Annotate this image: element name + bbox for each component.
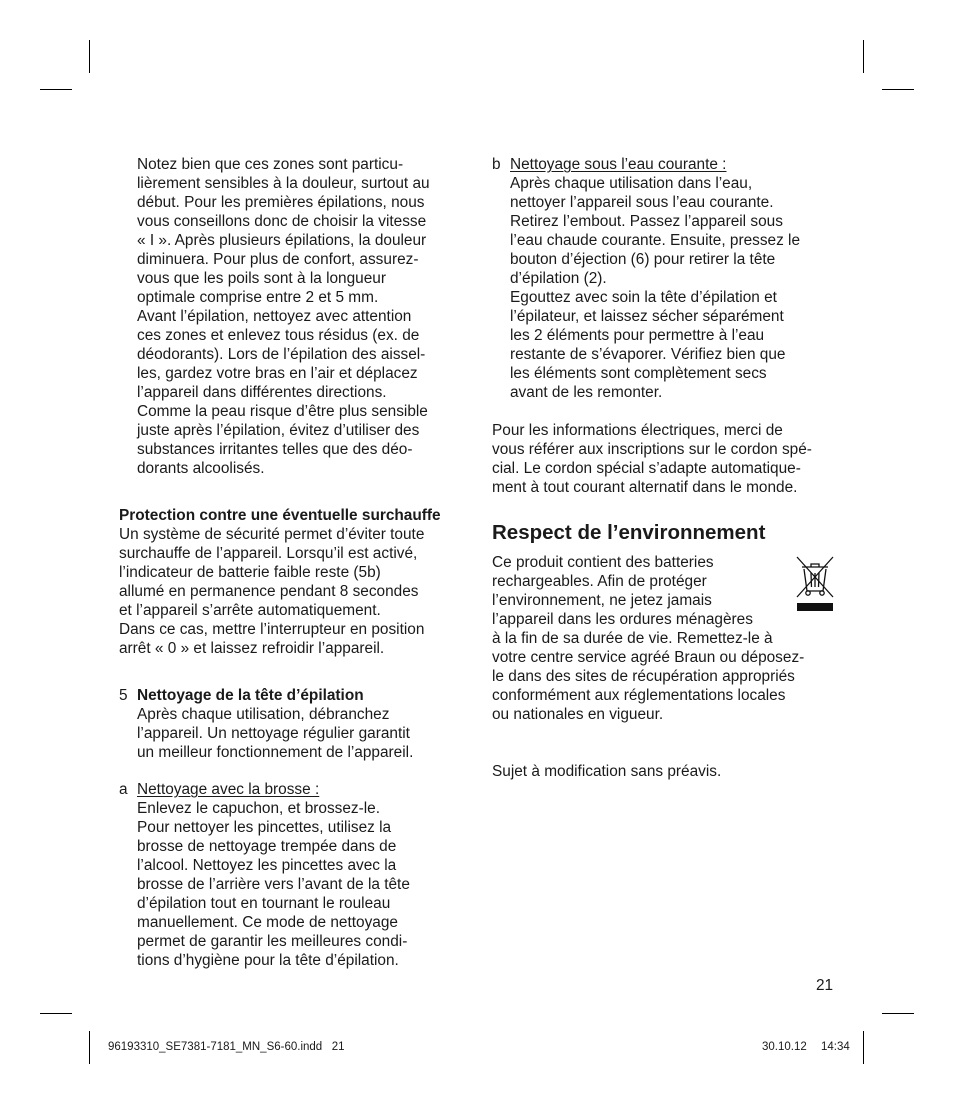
text-line: Enlevez le capuchon, et brossez-le. (137, 800, 380, 817)
text-line: « I ». Après plusieurs épilations, la douleur (137, 232, 427, 249)
text-line: un meilleur fonctionnement de l’appareil. (137, 744, 414, 761)
text-line: cial. Le cordon spécial s’adapte automatique- (492, 460, 801, 477)
text-line: brosse de l’arrière vers l’avant de la tête (137, 876, 410, 893)
text-line: Ce produit contient des batteries (492, 554, 714, 571)
text-line: arrêt « 0 » et laissez refroidir l’appareil. (119, 640, 385, 657)
text-line: déodorants). Lors de l’épilation des aissel- (137, 346, 426, 363)
text-line: rechargeables. Afin de protéger (492, 573, 707, 590)
section-5-number: 5 (119, 687, 128, 704)
text-line: les, gardez votre bras en l’air et déplacez (137, 365, 418, 382)
text-line: nettoyer l’appareil sous l’eau courante. (510, 194, 774, 211)
crop-mark (40, 1013, 72, 1014)
text-line: surchauffe de l’appareil. Lorsqu’il est activé, (119, 545, 418, 562)
text-line: les 2 éléments pour permettre à l’eau (510, 327, 765, 344)
overheat-section (119, 506, 441, 658)
environment-heading: Respect de l’environnement (492, 521, 766, 544)
section-b-letter: b (492, 156, 501, 173)
text-line: avant de les remonter. (510, 384, 663, 401)
text-line: votre centre service agréé Braun ou déposez- (492, 649, 805, 666)
text-line: substances irritantes telles que des déo- (137, 441, 413, 458)
text-line: allumé en permanence pendant 8 secondes (119, 583, 419, 600)
text-line: et l’appareil s’arrête automatiquement. (119, 602, 381, 619)
crop-mark (882, 1013, 914, 1014)
text-line: Après chaque utilisation, débranchez (137, 706, 390, 723)
text-line: Après chaque utilisation dans l’eau, (510, 175, 753, 192)
crop-mark (863, 1031, 864, 1064)
crossed-out-wheelie-bin-icon (793, 553, 837, 615)
text-line: l’appareil. Un nettoyage régulier garantit (137, 725, 410, 742)
intro-paragraph (137, 155, 430, 478)
text-line: brosse de nettoyage trempée dans de (137, 838, 397, 855)
section-b-heading: Nettoyage sous l’eau courante : (510, 156, 727, 173)
text-line: à la fin de sa durée de vie. Remettez-le à (492, 630, 773, 647)
text-line: Notez bien que ces zones sont particu- (137, 156, 404, 173)
crop-mark (89, 40, 90, 73)
text-line: Pour nettoyer les pincettes, utilisez la (137, 819, 392, 836)
text-line: Avant l’épilation, nettoyez avec attention (137, 308, 412, 325)
section-5 (137, 686, 413, 762)
text-line: tions d’hygiène pour la tête d’épilation. (137, 952, 399, 969)
text-line: Dans ce cas, mettre l’interrupteur en position (119, 621, 425, 638)
text-line: l’appareil dans différentes directions. (137, 384, 387, 401)
electrical-paragraph (492, 421, 812, 497)
text-line: Egouttez avec soin la tête d’épilation et (510, 289, 777, 306)
footer-file-info: 96193310_SE7381-7181_MN_S6-60.indd 21 (108, 1041, 345, 1053)
text-line: ment à tout courant alternatif dans le monde. (492, 479, 798, 496)
text-line: l’indicateur de batterie faible reste (5b) (119, 564, 381, 581)
section-a-letter: a (119, 781, 128, 798)
text-line: vous référer aux inscriptions sur le cordon spé- (492, 441, 812, 458)
modification-notice: Sujet à modification sans préavis. (492, 763, 722, 780)
crop-mark (882, 89, 914, 90)
text-line: début. Pour les premières épilations, nous (137, 194, 425, 211)
footer-time: 14:34 (821, 1041, 850, 1053)
text-line: permet de garantir les meilleures condi- (137, 933, 408, 950)
text-line: bouton d’éjection (6) pour retirer la tête (510, 251, 776, 268)
text-line: les éléments sont complètement secs (510, 365, 767, 382)
section-a (137, 780, 410, 970)
text-line: d’épilation (2). (510, 270, 607, 287)
section-5-heading: Nettoyage de la tête d’épilation (137, 687, 364, 704)
crop-mark (40, 89, 72, 90)
text-line: Retirez l’embout. Passez l’appareil sous (510, 213, 783, 230)
text-line: vous conseillons donc de choisir la vitesse (137, 213, 427, 230)
footer-date: 30.10.12 (762, 1041, 807, 1053)
text-line: l’épilateur, et laissez sécher séparément (510, 308, 784, 325)
text-line: d’épilation tout en tournant le rouleau (137, 895, 391, 912)
text-line: ces zones et enlevez tous résidus (ex. de (137, 327, 420, 344)
text-line: juste après l’épilation, évitez d’utiliser des (137, 422, 420, 439)
text-line: Comme la peau risque d’être plus sensible (137, 403, 428, 420)
page-number: 21 (816, 977, 834, 994)
text-line: l’appareil dans les ordures ménagères (492, 611, 753, 628)
crop-mark (863, 40, 864, 73)
text-line: diminuera. Pour plus de confort, assurez- (137, 251, 419, 268)
section-b (510, 155, 800, 402)
text-line: l’environnement, ne jetez jamais (492, 592, 712, 609)
section-a-heading: Nettoyage avec la brosse : (137, 781, 320, 798)
text-line: Pour les informations électriques, merci de (492, 422, 783, 439)
text-line: optimale comprise entre 2 et 5 mm. (137, 289, 379, 306)
crop-mark (89, 1031, 90, 1064)
text-line: l’eau chaude courante. Ensuite, pressez le (510, 232, 801, 249)
text-line: manuellement. Ce mode de nettoyage (137, 914, 398, 931)
environment-paragraph (492, 553, 804, 724)
text-line: le dans des sites de récupération appropriés (492, 668, 795, 685)
text-line: restante de s’évaporer. Vérifiez bien que (510, 346, 786, 363)
text-line: l’alcool. Nettoyez les pincettes avec la (137, 857, 397, 874)
text-line: dorants alcoolisés. (137, 460, 265, 477)
text-line: ou nationales en vigueur. (492, 706, 664, 723)
text-line: conformément aux réglementations locales (492, 687, 786, 704)
text-line: Un système de sécurité permet d’éviter toute (119, 526, 425, 543)
text-line: lièrement sensibles à la douleur, surtout au (137, 175, 430, 192)
text-line: vous que les poils sont à la longueur (137, 270, 386, 287)
overheat-heading: Protection contre une éventuelle surchauffe (119, 507, 441, 524)
